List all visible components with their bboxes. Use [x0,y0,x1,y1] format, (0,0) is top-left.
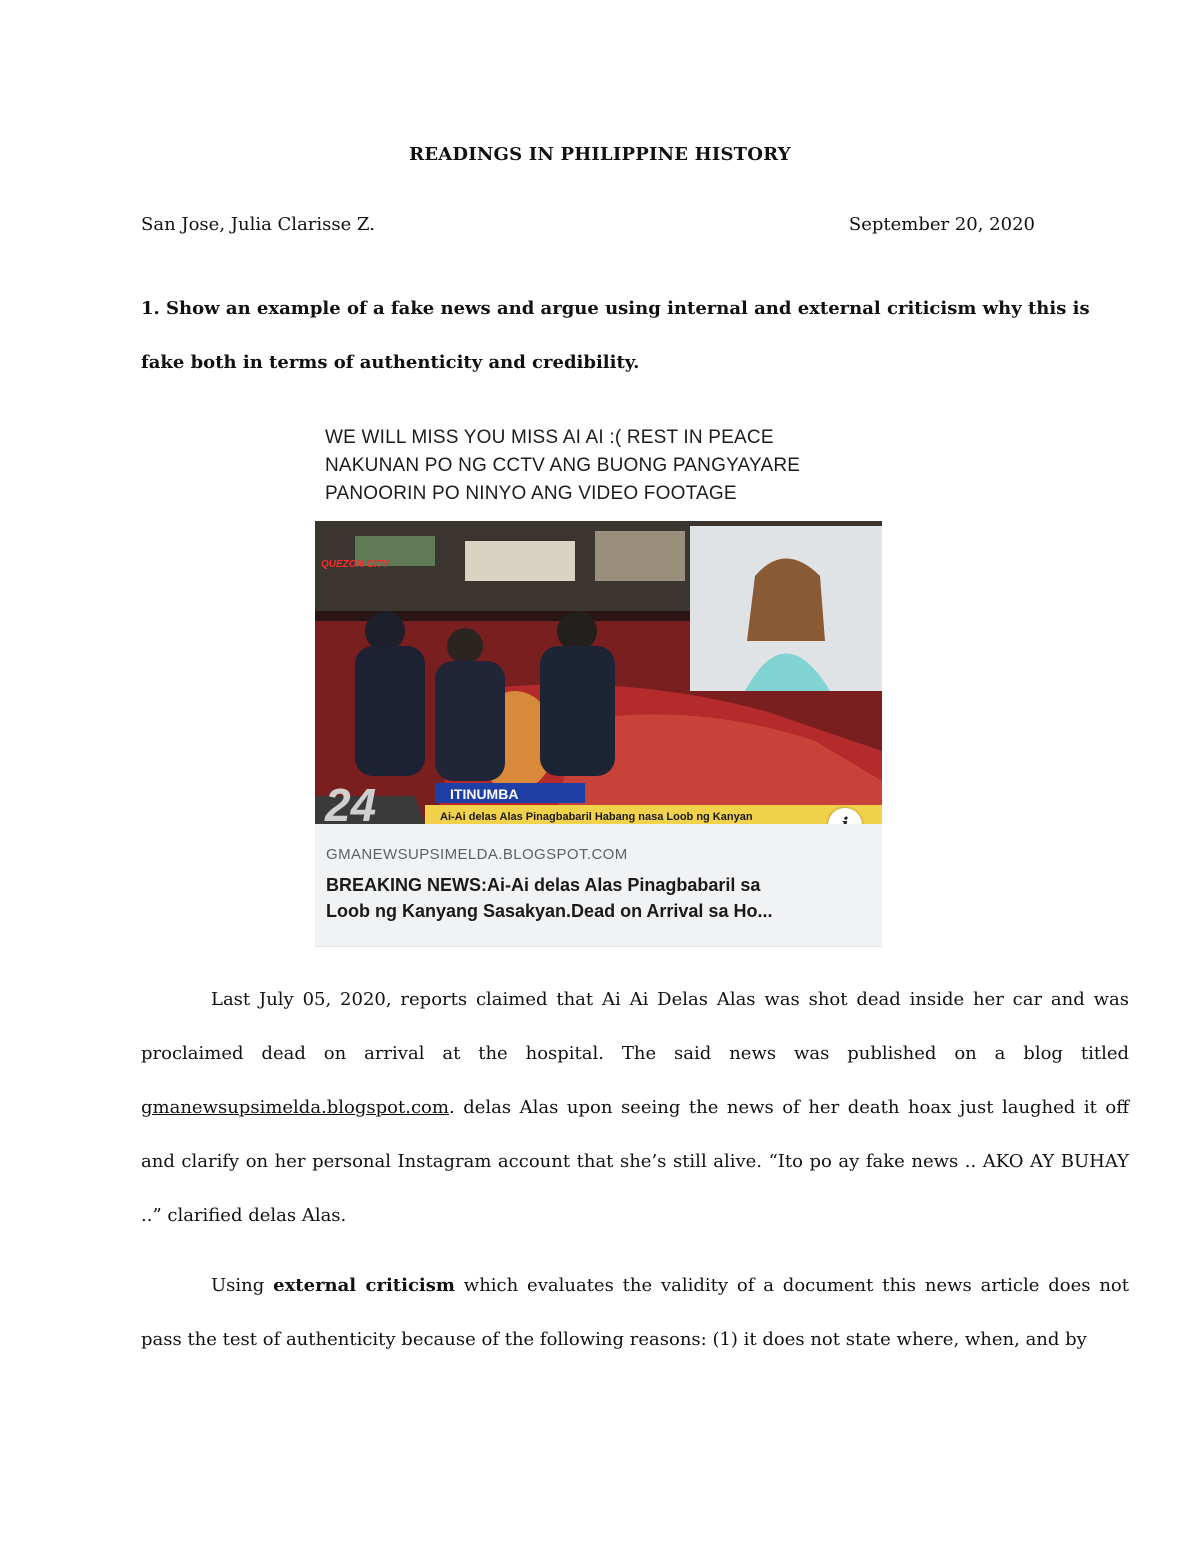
link-headline [326,872,871,924]
channel-number: 24 [325,779,377,824]
document-date: September 20, 2020 [848,214,1035,235]
question-text: 1. Show an example of a fake news and argue using internal and external criticism why this is fake both in terms of authenticity and credibility. [141,298,1090,373]
paragraph-1 [141,973,1129,1243]
bold-term: external criticism [273,1275,455,1296]
link-headline-line: BREAKING NEWS:Ai-Ai delas Alas Pinagbabaril sa [326,875,761,895]
post-caption-line: NAKUNAN PO NG CCTV ANG BUONG PANGYAYARE [325,455,801,476]
banner-label: ITINUMBA [450,786,519,802]
paragraph-text: . delas Alas upon seeing the news of her death hoax just laughed it off and clarify on her personal Instagram account that she’s still alive. “Ito po ay fake news .. AKO AY BUHAY ..” clarified delas Alas. [141,1097,1129,1226]
fake-news-post-screenshot [315,418,882,946]
news-photo [315,521,882,824]
link-domain: GMANEWSUPSIMELDA.BLOGSPOT.COM [326,846,628,863]
post-caption-line: WE WILL MISS YOU MISS AI AI :( REST IN PEACE [325,427,774,448]
paragraph-text: Last July 05, 2020, reports claimed that Ai Ai Delas Alas was shot dead inside her car and was proclaimed dead on arrival at the hospital. The said news was published on a blog titled [141,989,1129,1064]
post-caption [315,418,882,520]
author-name: San Jose, Julia Clarisse Z. [141,214,375,235]
ticker-text: Ai-Ai delas Alas Pinagbabaril Habang nasa Loob ng Kanyan [440,811,753,823]
paragraph-text: Using [211,1275,274,1296]
paragraph-2 [141,1259,1129,1367]
blog-link[interactable]: gmanewsupsimelda.blogspot.com [141,1097,449,1118]
document-title: READINGS IN PHILIPPINE HISTORY [409,144,791,165]
link-preview[interactable] [315,824,882,947]
link-headline-line: Loob ng Kanyang Sasakyan.Dead on Arrival sa Ho... [326,901,773,921]
location-tag: QUEZON CITY [321,559,390,570]
paragraph-text: which evaluates the validity of a document this news article does not pass the test of authenticity because of the following reasons: (1) it does not state where, when, and by [141,1275,1130,1350]
post-caption-line: PANOORIN PO NINYO ANG VIDEO FOOTAGE [325,483,737,504]
